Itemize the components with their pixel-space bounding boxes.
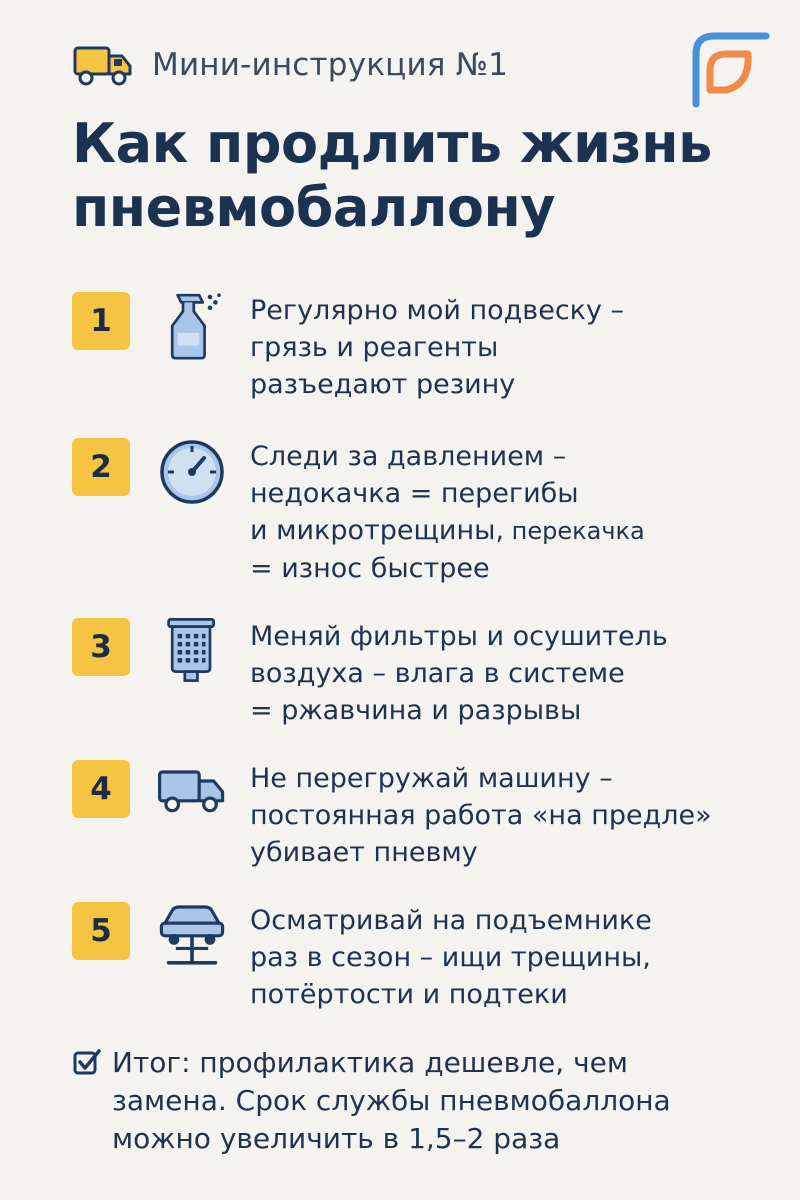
summary-text: Итог: профилактика дешевле, чем замена. Срок службы пневмобаллона можно увеличить в 1,5–2 раза: [112, 1046, 671, 1155]
step-number: 1: [72, 292, 130, 350]
header: [72, 42, 508, 88]
truck-icon: [72, 42, 134, 88]
step-number: 5: [72, 902, 130, 960]
pressure-gauge-icon: [156, 436, 228, 508]
step-text: Меняй фильтры и осушитель воздуха – влага в системе = ржавчина и разрывы: [250, 621, 668, 726]
header-subtitle: Мини-инструкция №1: [152, 47, 509, 83]
page-title: Как продлить жизнь пневмобаллону: [72, 112, 712, 239]
step-text: [250, 438, 790, 587]
step-text-main: Следи за давлением – недокачка = перегибы и микротрещины,: [250, 441, 579, 546]
air-filter-icon: [156, 614, 228, 686]
spray-bottle-icon: [156, 288, 228, 360]
step-number: 4: [72, 760, 130, 818]
step-text: Не перегружай машину – постоянная работа «на предле» убивает пневму: [250, 763, 712, 868]
truck-icon: [156, 754, 228, 826]
checkbox-icon: [72, 1048, 102, 1078]
brand-logo: [686, 32, 770, 108]
step-number: 2: [72, 438, 130, 496]
step-number: 3: [72, 618, 130, 676]
car-lift-icon: [156, 898, 228, 970]
step-text: Регулярно мой подвеску – грязь и реагенты разъедают резину: [250, 295, 625, 400]
step-text: Осматривай на подъемнике раз в сезон – ищи трещины, потёртости и подтеки: [250, 905, 652, 1010]
step-text-small: перекачка: [504, 517, 645, 545]
step-text-end: = износ быстрее: [250, 553, 490, 584]
